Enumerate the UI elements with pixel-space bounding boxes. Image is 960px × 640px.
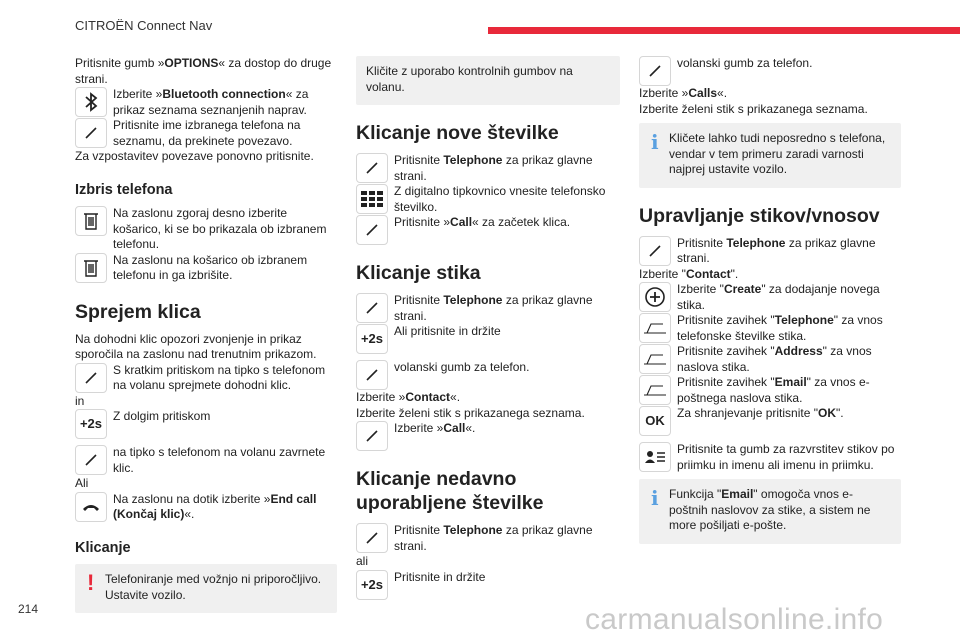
- add-icon: [639, 282, 671, 312]
- tab-address-step: Pritisnite zavihek "Address" za vnos naslova stika.: [639, 344, 901, 375]
- call-step-2: Izberite »Call«.: [356, 421, 620, 451]
- telephone-step-1: Pritisnite Telephone za prikaz glavne strani.: [356, 153, 620, 184]
- tab-icon: [639, 313, 671, 343]
- touch-icon: [75, 445, 107, 475]
- trash-icon: [75, 253, 107, 283]
- calling-heading: Klicanje: [75, 539, 131, 556]
- touch-icon: [356, 153, 388, 183]
- keypad-step: Z digitalno tipkovnico vnesite telefonsko številko.: [356, 184, 620, 215]
- header-accent-bar: [488, 27, 960, 34]
- touch-icon: [75, 363, 107, 393]
- calls-text: Izberite »Calls«.: [639, 86, 728, 100]
- warning-note: ! Telefoniranje med vožnjo ni priporočljivo. Ustavite vozilo.: [75, 564, 337, 613]
- delete-step-1: Na zaslonu zgoraj desno izberite košarico, ki se bo prikazala ob izbranem telefonu.: [75, 206, 337, 253]
- ok-step: OK Za shranjevanje pritisnite "OK".: [639, 406, 901, 436]
- or-text: ali: [356, 554, 369, 568]
- create-step: Izberite "Create" za dodajanje novega stika.: [639, 282, 901, 313]
- recent-number-heading: Klicanje nedavno uporabljene številke: [356, 468, 544, 514]
- hold-step-2: +2s Pritisnite in držite: [356, 570, 620, 600]
- info-note: i Kličete lahko tudi neposredno s telefona, vendar v tem primeru zaradi varnosti najprej ustavite vozilo.: [639, 123, 901, 188]
- select-text: Izberite želeni stik s prikazanega seznama.: [639, 101, 868, 116]
- telephone-step-2: Pritisnite Telephone za prikaz glavne strani.: [356, 293, 620, 324]
- bluetooth-icon: [75, 87, 107, 117]
- contact-text: Izberite "Contact".: [639, 266, 739, 281]
- long-press-step: +2s Z dolgim pritiskom: [75, 409, 337, 439]
- steering-note: Kličite z uporabo kontrolnih gumbov na volanu.: [356, 56, 620, 105]
- reconnect-text: Za vzpostavitev povezave ponovno pritisnite.: [75, 149, 314, 163]
- delete-step-2: Na zaslonu na košarico ob izbranem telefonu in ga izbrišite.: [75, 253, 337, 284]
- info-icon: i: [651, 130, 659, 154]
- call-step-1: Pritisnite »Call« za začetek klica.: [356, 215, 620, 245]
- page-number: 214: [18, 602, 39, 616]
- receive-intro: Na dohodni klic opozori zvonjenje in prikaz sporočila na zaslonu nad trenutnim prikazom.: [75, 331, 317, 361]
- hold-step: +2s Ali pritisnite in držite: [356, 324, 620, 354]
- or-text: Ali: [75, 476, 89, 490]
- info-note-email: i Funkcija "Email" omogoča vnos e-poštnih naslovov za stike, a sistem ne more pošiljati e-pošte.: [639, 479, 901, 544]
- tab-icon: [639, 375, 671, 405]
- watermark: carmanualsonline.info: [585, 603, 884, 636]
- keypad-icon: [356, 184, 388, 214]
- column-left: [75, 56, 337, 621]
- touch-icon: [75, 118, 107, 148]
- tab-email-step: Pritisnite zavihek "Email" za vnos e-poštnega naslova stika.: [639, 375, 901, 406]
- touch-icon: [639, 236, 671, 266]
- info-icon: i: [651, 486, 659, 510]
- end-call-step: Na zaslonu na dotik izberite »End call (Končaj klic)«.: [75, 492, 337, 523]
- receive-call-heading: Sprejem klica: [75, 300, 201, 323]
- manage-contacts-heading: Upravljanje stikov/vnosov: [639, 204, 880, 227]
- reject-step: na tipko s telefonom na volanu zavrnete klic.: [75, 445, 337, 476]
- short-press-step: S kratkim pritiskom na tipko s telefonom na volanu sprejmete dohodni klic.: [75, 363, 337, 394]
- options-instruction: Pritisnite gumb »OPTIONS« za dostop do druge strani.: [75, 56, 332, 86]
- delete-phone-heading: Izbris telefona: [75, 181, 173, 198]
- running-header: CITROËN Connect Nav: [75, 18, 213, 33]
- sort-step: Pritisnite ta gumb za razvrstitev stikov po priimku in imenu ali imenu in priimku.: [639, 442, 901, 473]
- touch-icon: [356, 293, 388, 323]
- new-number-heading: Klicanje nove številke: [356, 122, 559, 144]
- telephone-step: Pritisnite Telephone za prikaz glavne strani.: [639, 236, 901, 267]
- call-contact-heading: Klicanje stika: [356, 262, 481, 284]
- sort-contacts-icon: [639, 442, 671, 472]
- tab-icon: [639, 344, 671, 374]
- touch-icon: [639, 56, 671, 86]
- long-press-icon: +2s: [356, 570, 388, 600]
- touch-icon: [356, 523, 388, 553]
- telephone-step-3: Pritisnite Telephone za prikaz glavne strani.: [356, 523, 620, 554]
- touch-icon: [356, 421, 388, 451]
- ok-icon: OK: [639, 406, 671, 436]
- disconnect-step: Pritisnite ime izbranega telefona na seznamu, da prekinete povezavo.: [75, 118, 337, 149]
- and-text: in: [75, 393, 85, 408]
- trash-icon: [75, 206, 107, 236]
- select-contact-list-text: Izberite želeni stik s prikazanega seznama.: [356, 405, 585, 420]
- steering-step: volanski gumb za telefon.: [639, 56, 901, 86]
- bluetooth-step: Izberite »Bluetooth connection« za prikaz seznama seznanjenih naprav.: [75, 87, 337, 118]
- touch-icon: [356, 360, 388, 390]
- column-right: [639, 56, 901, 552]
- steering-step: volanski gumb za telefon.: [356, 360, 620, 390]
- hang-up-icon: [75, 492, 107, 522]
- select-contact-text: Izberite »Contact«.: [356, 390, 461, 404]
- touch-icon: [356, 215, 388, 245]
- warning-icon: !: [87, 570, 95, 595]
- tab-telephone-step: Pritisnite zavihek "Telephone" za vnos telefonske številke stika.: [639, 313, 901, 344]
- long-press-icon: +2s: [356, 324, 388, 354]
- long-press-icon: +2s: [75, 409, 107, 439]
- column-middle: [356, 56, 620, 600]
